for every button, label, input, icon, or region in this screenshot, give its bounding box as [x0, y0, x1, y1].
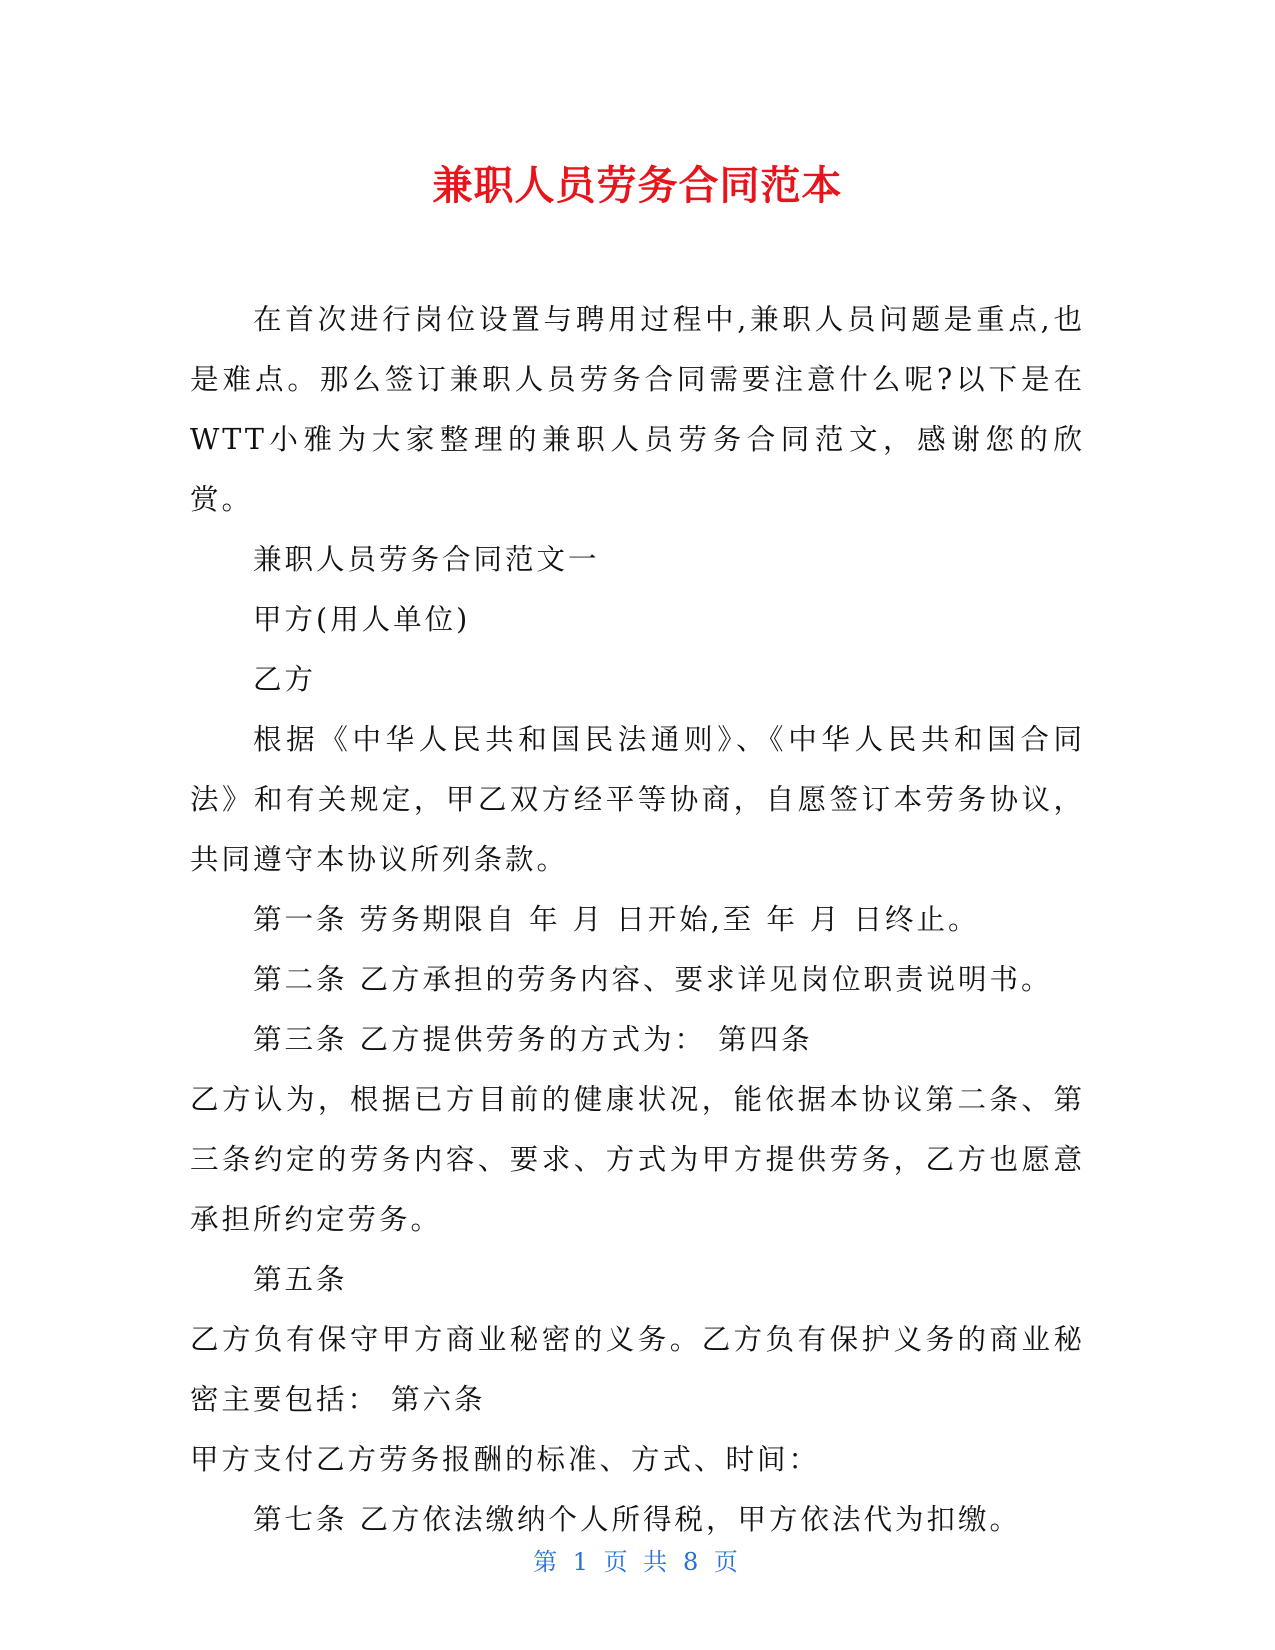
legal-basis-paragraph: 根据《中华人民共和国民法通则》、《中华人民共和国合同法》和有关规定，甲乙双方经平等协商，自愿签订本劳务协议，共同遵守本协议所列条款。	[190, 723, 1085, 876]
article-5-heading: 第五条	[253, 1263, 348, 1296]
article-6-text: 甲方支付乙方劳务报酬的标准、方式、时间：	[190, 1443, 821, 1476]
document-body	[190, 290, 1085, 1550]
page-number-footer: 第 1 页 共 8 页	[533, 1548, 742, 1576]
article-3: 第三条 乙方提供劳务的方式为： 第四条	[253, 1023, 813, 1056]
party-a-line: 甲方(用人单位)	[253, 603, 471, 636]
article-2: 第二条 乙方承担的劳务内容、要求详见岗位职责说明书。	[253, 963, 1053, 996]
section-heading: 兼职人员劳务合同范文一	[253, 543, 600, 576]
party-b-line: 乙方	[253, 663, 317, 696]
article-4-text: 乙方认为，根据已方目前的健康状况，能依据本协议第二条、第三条约定的劳务内容、要求、方式为甲方提供劳务，乙方也愿意承担所约定劳务。	[190, 1083, 1085, 1236]
article-1: 第一条 劳务期限自 年 月 日开始,至 年 月 日终止。	[253, 903, 980, 936]
article-5-text: 乙方负有保守甲方商业秘密的义务。乙方负有保护义务的商业秘密主要包括： 第六条	[190, 1323, 1085, 1416]
document-title: 兼职人员劳务合同范本	[432, 163, 843, 209]
intro-paragraph: 在首次进行岗位设置与聘用过程中,兼职人员问题是重点,也是难点。那么签订兼职人员劳务合同需要注意什么呢?以下是在WTT小雅为大家整理的兼职人员劳务合同范文，感谢您的欣赏。	[190, 303, 1085, 516]
article-7: 第七条 乙方依法缴纳个人所得税，甲方依法代为扣缴。	[253, 1503, 1022, 1536]
